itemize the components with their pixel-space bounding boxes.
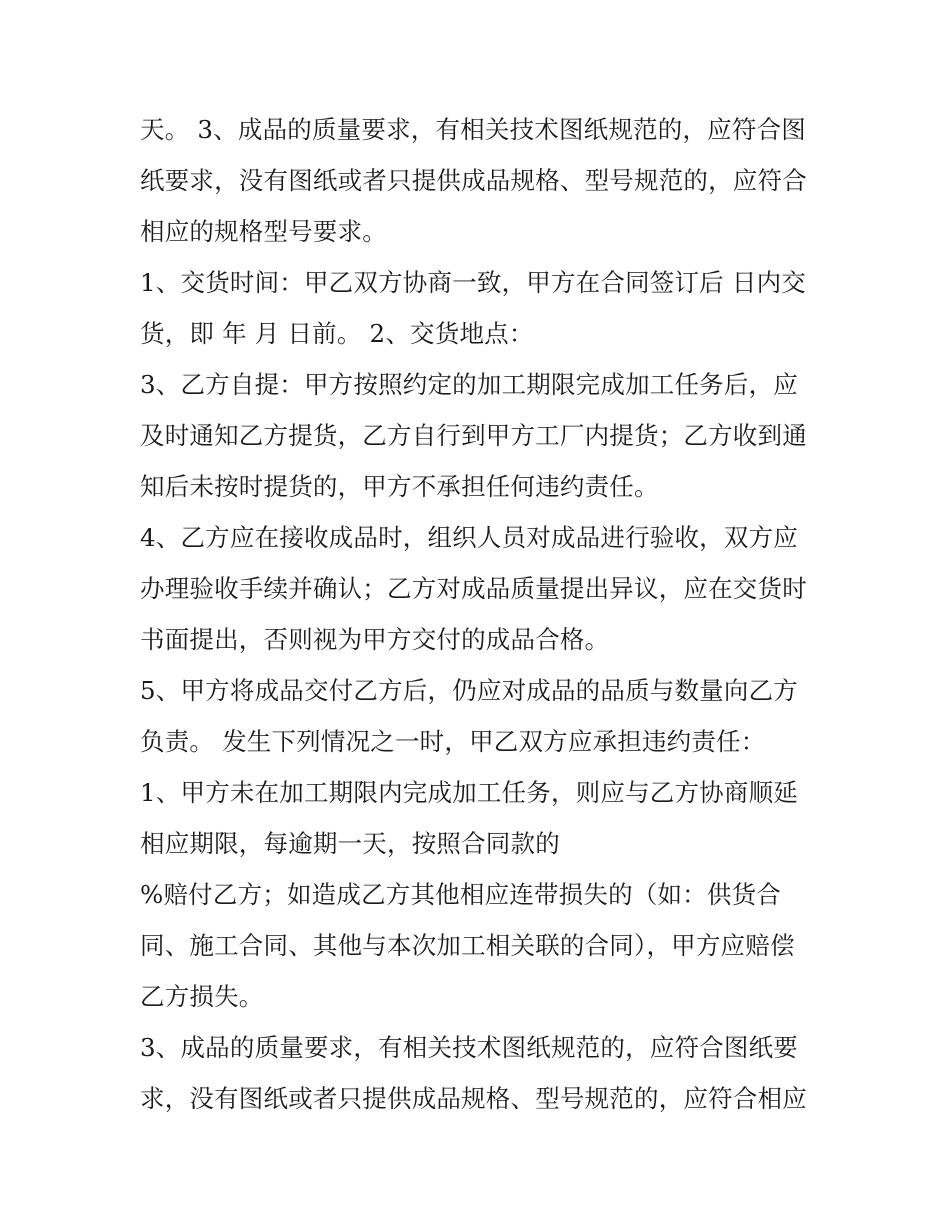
text-line: 3、成品的质量要求，有相关技术图纸规范的，应符合图纸要 xyxy=(140,1033,798,1062)
text-line: 办理验收手续并确认；乙方对成品质量提出异议，应在交货时 xyxy=(140,574,807,603)
document-body xyxy=(140,104,830,1124)
text-line: 3、乙方自提：甲方按照约定的加工期限完成加工任务后，应 xyxy=(140,370,798,399)
text-line: 书面提出，否则视为甲方交付的成品合格。 xyxy=(140,625,610,654)
text-line: 5、甲方将成品交付乙方后，仍应对成品的品质与数量向乙方 xyxy=(140,676,798,705)
text-line: 货，即 年 月 日前。 2、交货地点： xyxy=(140,319,534,348)
text-line: 乙方损失。 xyxy=(140,982,264,1011)
text-line: 求，没有图纸或者只提供成品规格、型号规范的，应符合相应 xyxy=(140,1084,807,1113)
text-line: 纸要求，没有图纸或者只提供成品规格、型号规范的，应符合 xyxy=(140,166,807,195)
text-line: 1、甲方未在加工期限内完成加工任务，则应与乙方协商顺延 xyxy=(140,778,798,807)
text-line: 天。 3、成品的质量要求，有相关技术图纸规范的，应符合图 xyxy=(140,115,806,144)
text-line: 4、乙方应在接收成品时，组织人员对成品进行验收，双方应 xyxy=(140,523,798,552)
text-line: 相应的规格型号要求。 xyxy=(140,217,387,246)
text-line: 知后未按时提货的，甲方不承担任何违约责任。 xyxy=(140,472,659,501)
text-line: 相应期限，每逾期一天，按照合同款的 xyxy=(140,829,560,858)
text-line: 1、交货时间：甲乙双方协商一致，甲方在合同签订后 日内交 xyxy=(140,268,806,297)
text-line: %赔付乙方；如造成乙方其他相应连带损失的（如：供货合 xyxy=(140,880,781,909)
text-line: 同、施工合同、其他与本次加工相关联的合同），甲方应赔偿 xyxy=(140,931,795,960)
text-line: 及时通知乙方提货，乙方自行到甲方工厂内提货；乙方收到通 xyxy=(140,421,807,450)
text-line: 负责。 发生下列情况之一时，甲乙双方应承担违约责任： xyxy=(140,727,766,756)
